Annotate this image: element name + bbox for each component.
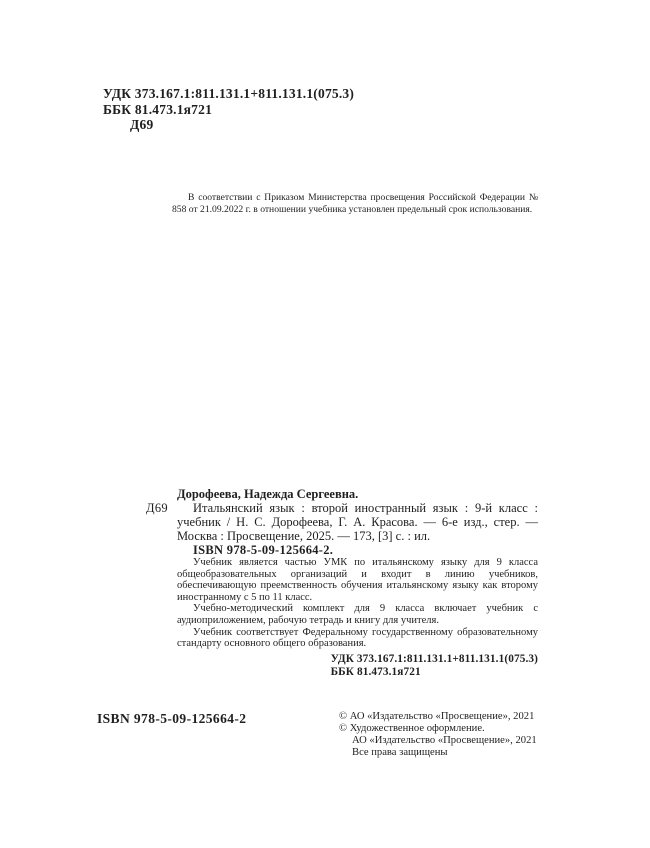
copyright-line-rights: Все права защищены: [352, 746, 448, 758]
udk-code-bottom: УДК 373.167.1:811.131.1+811.131.1(075.3): [330, 652, 538, 665]
author-sign: Д69: [130, 117, 154, 132]
annotation-paragraph-3: Учебник соответствует Федеральному государственному образовательному стандарту основного общего образования.: [177, 626, 538, 650]
catalog-card: [146, 487, 538, 680]
author-heading: Дорофеева, Надежда Сергеевна.: [177, 487, 359, 501]
bbk-code: ББК 81.473.1я721: [103, 101, 213, 117]
copyright-line-publisher: © АО «Издательство «Просвещение», 2021: [339, 711, 535, 722]
card-isbn-line: ISBN 978-5-09-125664-2.: [193, 543, 334, 557]
copyright-line-publisher-2: АО «Издательство «Просвещение», 2021: [352, 734, 537, 746]
footer-isbn: ISBN 978-5-09-125664-2: [97, 711, 247, 726]
copyright-line-artwork: © Художественное оформление.: [339, 722, 485, 734]
annotation-paragraph-2: Учебно-методический комплект для 9 класса включает учебник с аудиоприложением, рабочую тетрадь и книгу для учителя.: [177, 603, 538, 626]
decree-notice: В соответствии с Приказом Министерства просвещения Российской Федерации № 858 от 21.09.2022 г. в отношении учебника установлен предельный срок использования.: [172, 191, 538, 215]
udk-code: УДК 373.167.1:811.131.1+811.131.1(075.3): [103, 86, 355, 101]
copyright-block: [339, 711, 537, 759]
annotation-paragraph-1: Учебник является частью УМК по итальянскому языку для 9 класса общеобразовательных организаций и входит в линию учебников, обеспечивающую преемственность обучения итальянскому языку как второму иностранному с 5 по 11 класс.: [177, 557, 538, 603]
bbk-code-bottom: ББК 81.473.1я721: [330, 666, 421, 679]
card-classification-block: [177, 653, 538, 680]
bibliographic-description: Итальянский язык : второй иностранный язык : 9-й класс : учебник / Н. С. Дорофеева, Г. А. Красова. — 6-е изд., стер. — Москва : Просвещение, 2025. — 173, [3] с. : ил.: [177, 501, 538, 543]
top-classification-block: [103, 86, 354, 133]
card-author-sign: Д69: [146, 501, 168, 515]
